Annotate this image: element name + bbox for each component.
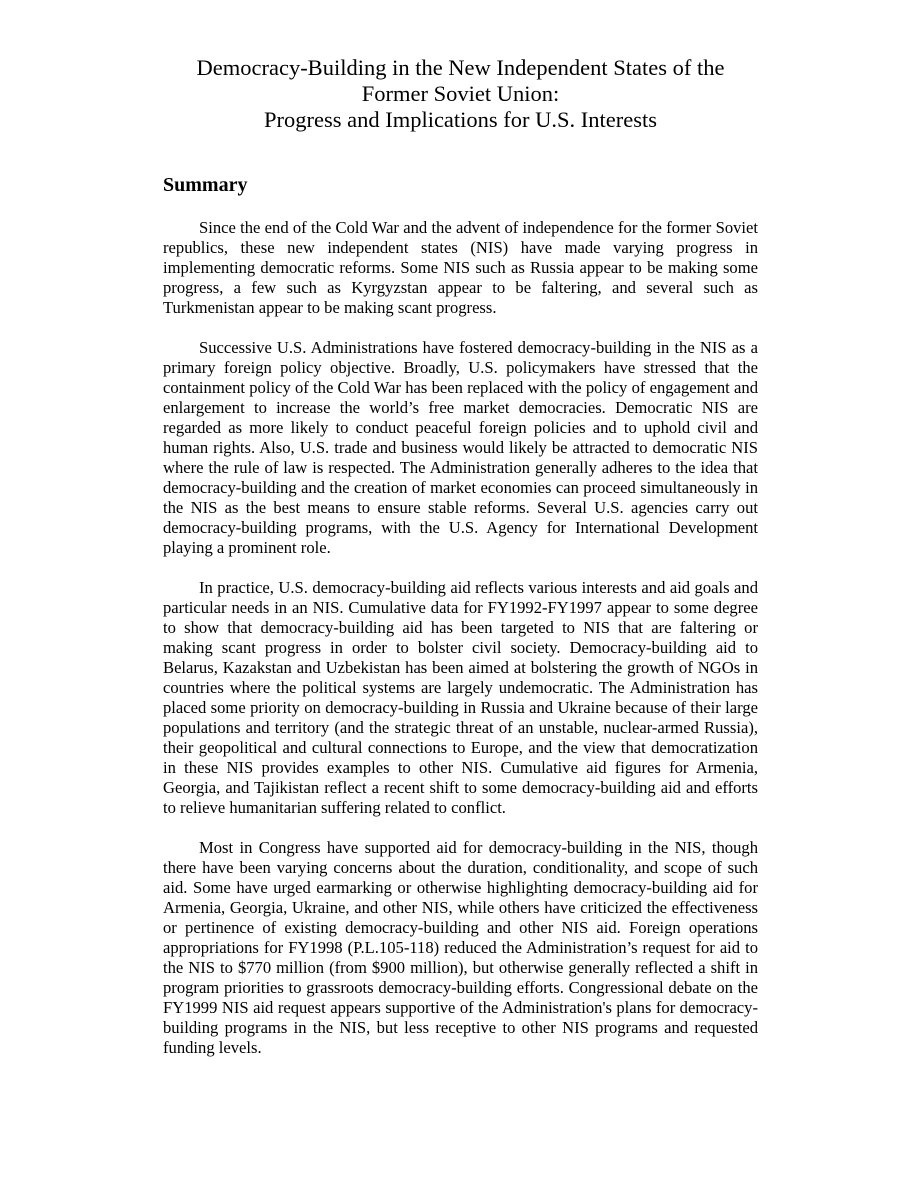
title-line-3: Progress and Implications for U.S. Interests — [263, 107, 658, 132]
summary-paragraph-3: In practice, U.S. democracy-building aid reflects various interests and aid goals and particular needs in an NIS. Cumulative data for FY1992-FY1997 appear to some degree to show that democracy-building aid has been targeted to NIS that are faltering or making scant progress in order to bolster civil society. Democracy-building aid to Belarus, Kazakstan and Uzbekistan has been aimed at bolstering the growth of NGOs in countries where the political systems are largely undemocratic. The Administration has placed some priority on democracy-building in Russia and Ukraine because of their large populations and territory (and the strategic threat of an unstable, nuclear-armed Russia), their geopolitical and cultural connections to Europe, and the view that democratization in these NIS provides examples to other NIS. Cumulative aid figures for Armenia, Georgia, and Tajikistan reflect a recent shift to some democracy-building aid and efforts to relieve humanitarian suffering related to conflict. — [163, 578, 758, 817]
title-line-2: Former Soviet Union: — [361, 81, 560, 106]
document-title — [163, 55, 758, 133]
summary-paragraph-1: Since the end of the Cold War and the advent of independence for the former Soviet republics, these new independent states (NIS) have made varying progress in implementing democratic reforms. Some NIS such as Russia appear to be making some progress, a few such as Kyrgyzstan appear to be faltering, and several such as Turkmenistan appear to be making scant progress. — [163, 218, 758, 317]
title-line-1: Democracy-Building in the New Independent States of the — [196, 55, 725, 80]
document-page — [163, 55, 758, 1058]
summary-paragraph-4: Most in Congress have supported aid for democracy-building in the NIS, though there have been varying concerns about the duration, conditionality, and scope of such aid. Some have urged earmarking or otherwise highlighting democracy-building aid for Armenia, Georgia, Ukraine, and other NIS, while others have criticized the effectiveness or pertinence of existing democracy-building and other NIS aid. Foreign operations appropriations for FY1998 (P.L.105-118) reduced the Administration’s request for aid to the NIS to $770 million (from $900 million), but otherwise generally reflected a shift in program priorities to grassroots democracy-building efforts. Congressional debate on the FY1999 NIS aid request appears supportive of the Administration's plans for democracy-building programs in the NIS, but less receptive to other NIS programs and requested funding levels. — [163, 838, 758, 1057]
summary-paragraph-2: Successive U.S. Administrations have fostered democracy-building in the NIS as a primary foreign policy objective. Broadly, U.S. policymakers have stressed that the containment policy of the Cold War has been replaced with the policy of engagement and enlargement to increase the world’s free market democracies. Democratic NIS are regarded as more likely to conduct peaceful foreign policies and to uphold civil and human rights. Also, U.S. trade and business would likely be attracted to democratic NIS where the rule of law is respected. The Administration generally adheres to the idea that democracy-building and the creation of market economies can proceed simultaneously in the NIS as the best means to ensure stable reforms. Several U.S. agencies carry out democracy-building programs, with the U.S. Agency for International Development playing a prominent role. — [163, 338, 758, 557]
summary-heading: Summary — [163, 174, 248, 196]
